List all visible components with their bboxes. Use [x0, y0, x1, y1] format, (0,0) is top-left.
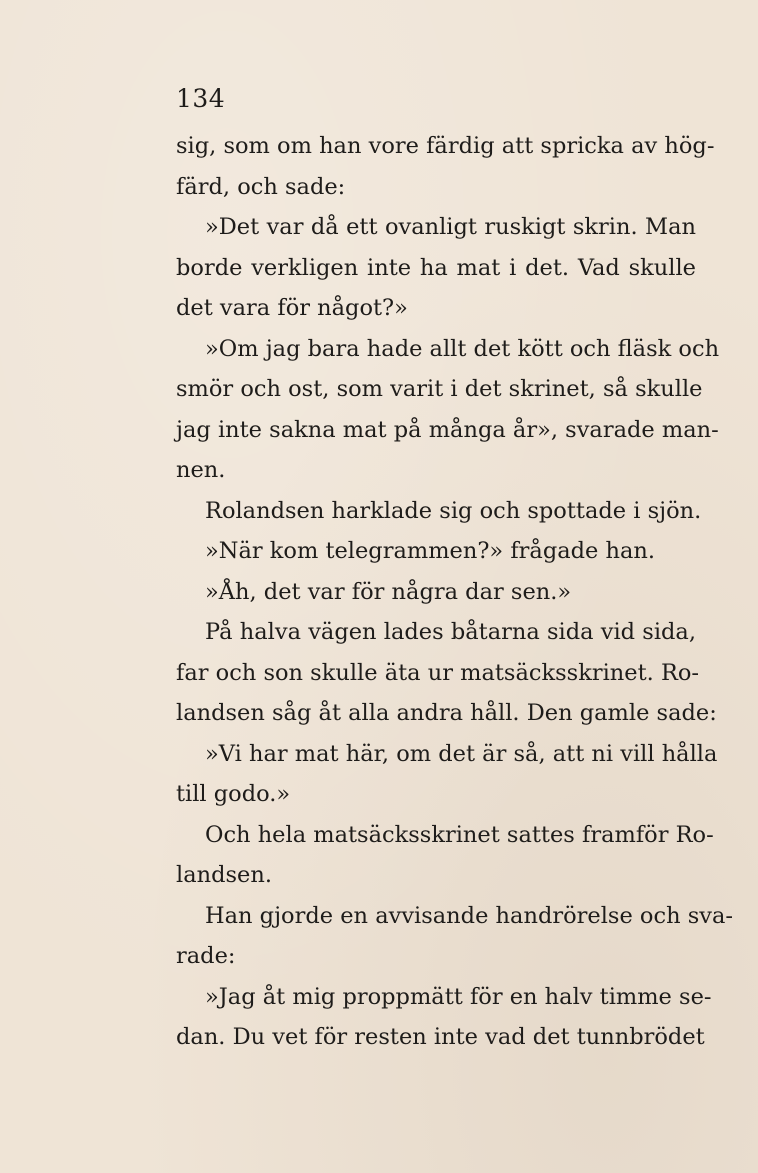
text-line: borde verkligen inte ha mat i det. Vad skulle [176, 254, 696, 281]
text-line: dan. Du vet för resten inte vad det tunnbrödet [176, 1024, 705, 1050]
text-line: sig, som om han vore färdig att spricka av hög- [176, 133, 715, 159]
text-line: »När kom telegrammen?» frågade han. [205, 538, 656, 564]
text-line: landsen såg åt alla andra håll. Den gamle sade: [176, 700, 717, 726]
text-line: far och son skulle äta ur matsäcksskrinet. Ro- [176, 659, 700, 686]
text-line: Och hela matsäcksskrinet sattes framför Ro- [205, 821, 714, 848]
text-line: landsen. [176, 862, 273, 888]
text-line: »Om jag bara hade allt det kött och fläsk och [205, 335, 720, 362]
text-line: jag inte sakna mat på många år», svarade man- [176, 416, 719, 443]
text-line: Rolandsen harklade sig och spottade i sjön. [205, 497, 702, 524]
text-line: det vara för något?» [176, 295, 408, 321]
text-line: På halva vägen lades båtarna sida vid sida, [205, 619, 696, 645]
text-line: Han gjorde en avvisande handrörelse och sva- [205, 902, 733, 929]
text-line: nen. [176, 457, 226, 483]
text-line: rade: [176, 943, 236, 969]
body-text [176, 126, 733, 1058]
page-number: 134 [176, 84, 226, 113]
text-line: »Åh, det var för några dar sen.» [205, 578, 572, 605]
text-line: färd, och sade: [176, 173, 346, 200]
text-line: smör och ost, som varit i det skrinet, så skulle [176, 376, 703, 402]
text-line: »Det var då ett ovanligt ruskigt skrin. Man [205, 214, 696, 240]
text-line: »Jag åt mig proppmätt för en halv timme se- [205, 983, 712, 1010]
text-line: »Vi har mat här, om det är så, att ni vill hålla [205, 740, 718, 767]
text-line: till godo.» [176, 781, 291, 807]
